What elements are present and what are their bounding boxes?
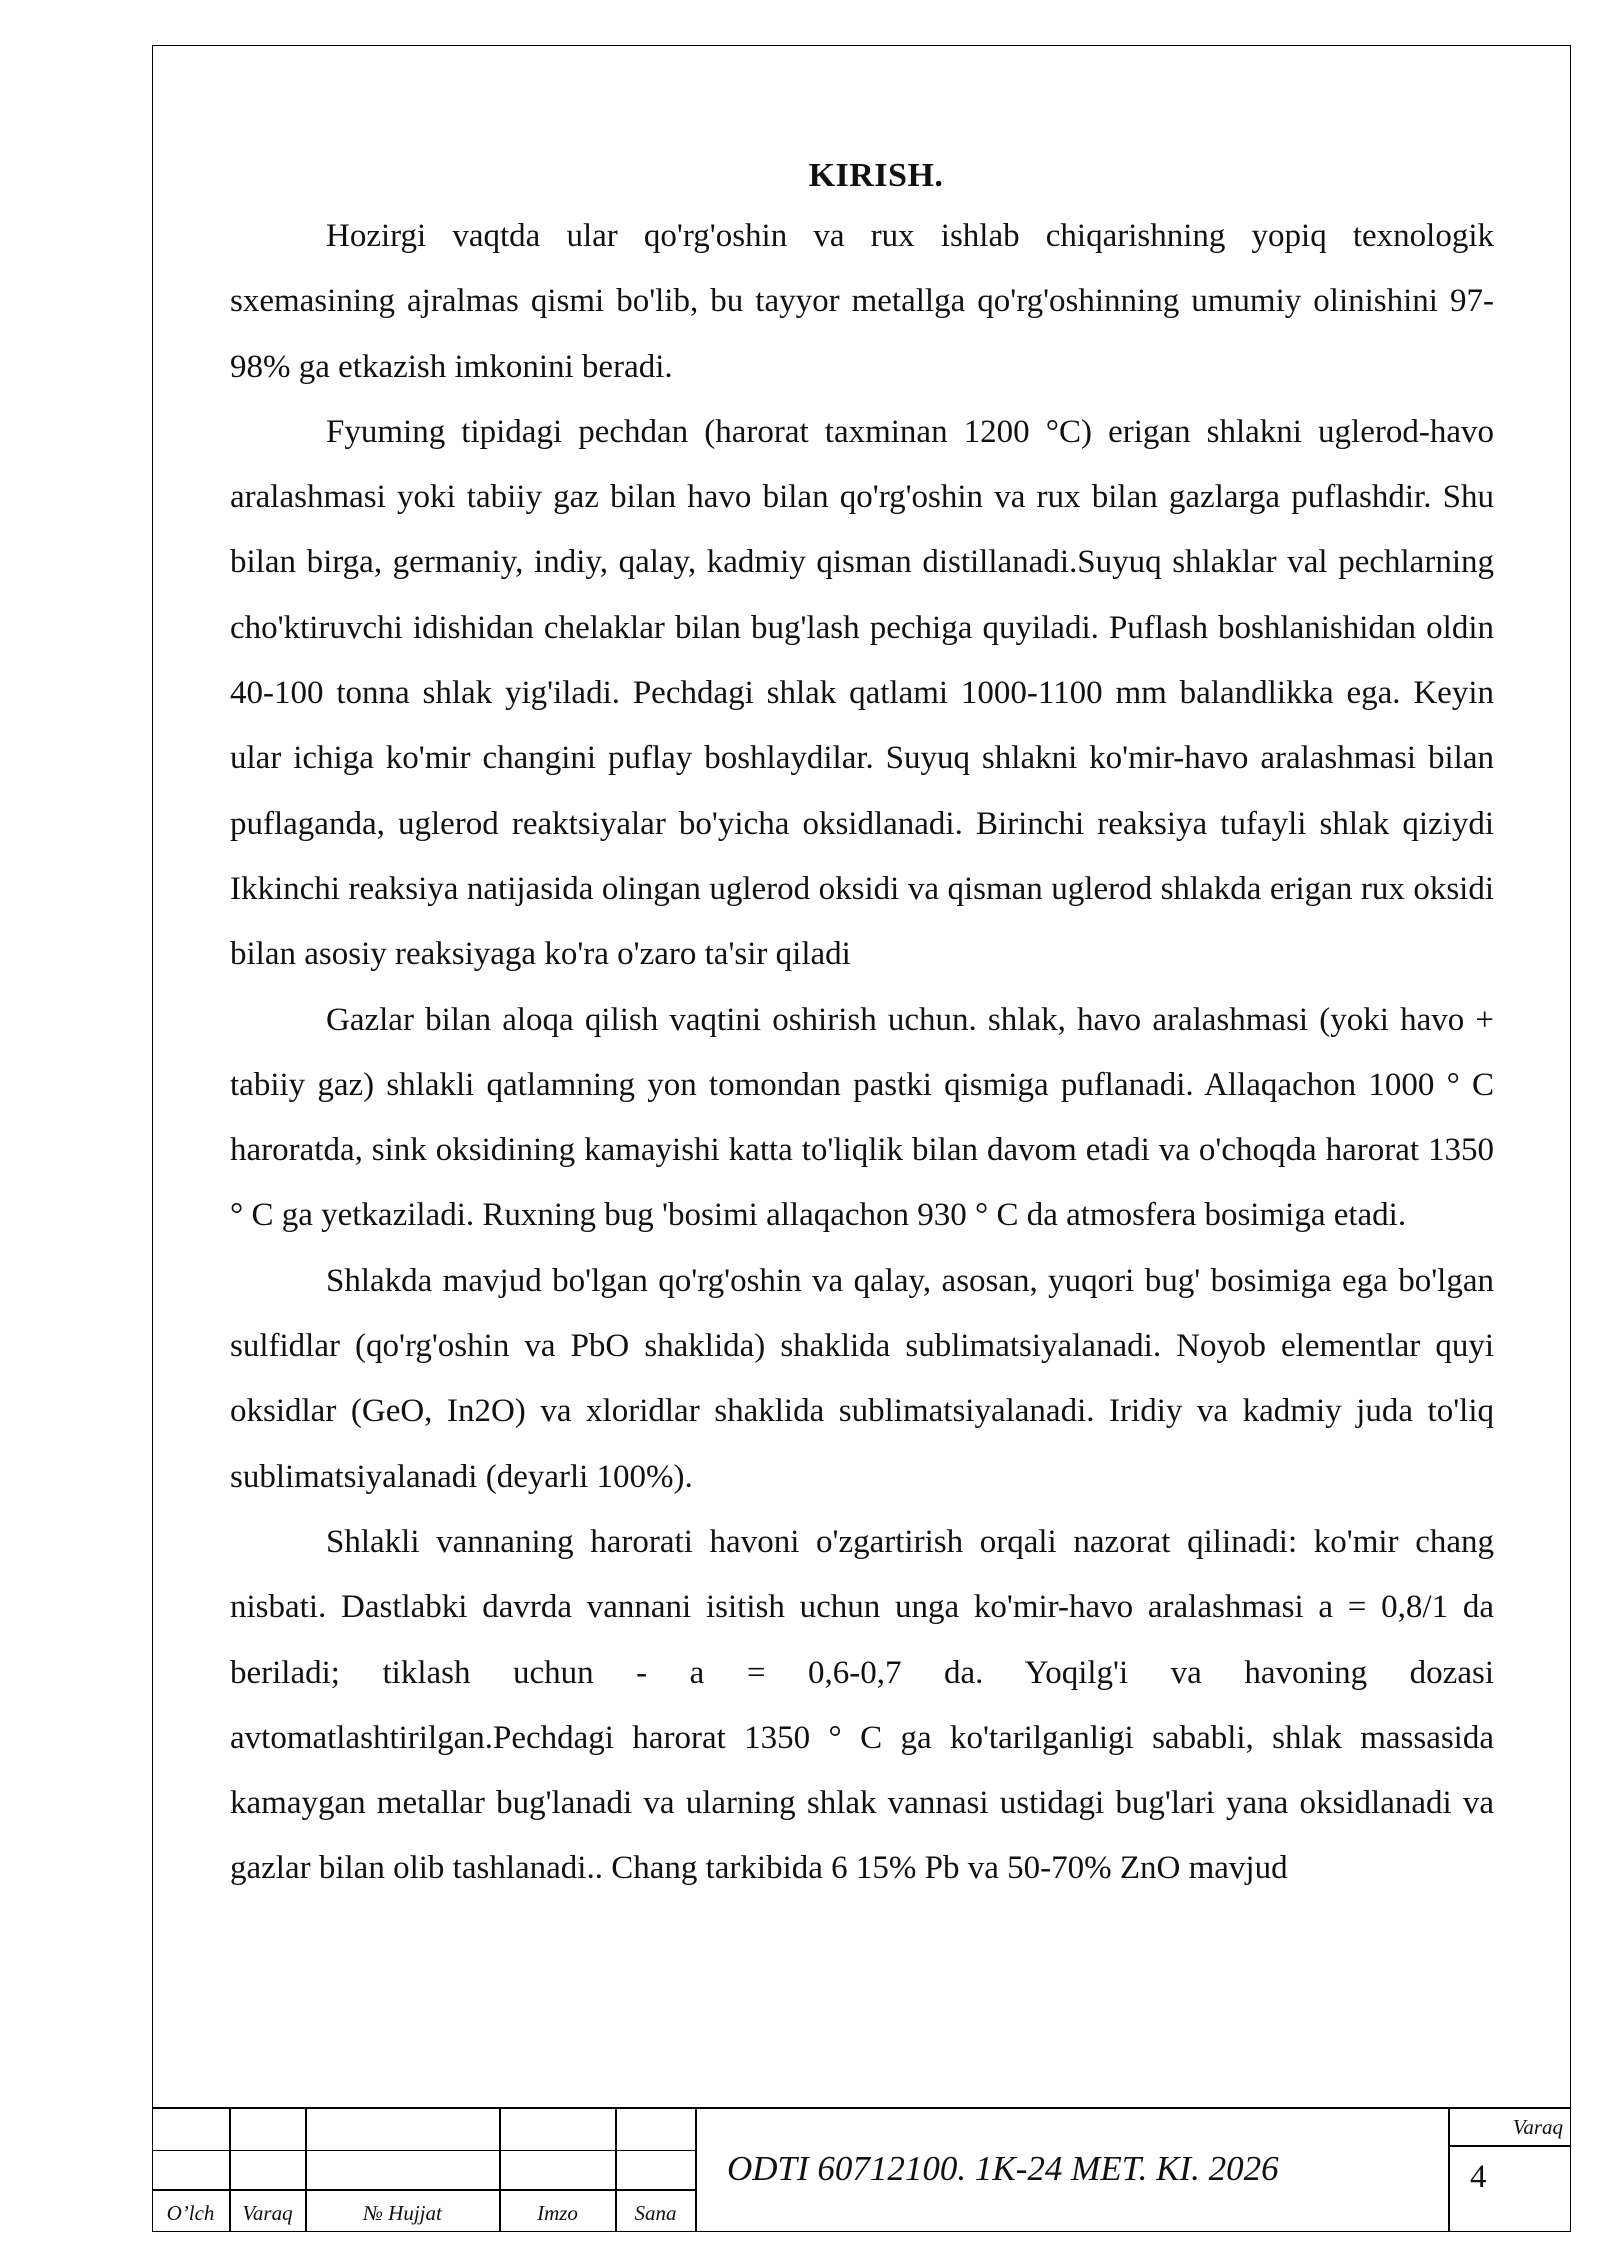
stamp-grid-line [152, 2150, 695, 2151]
stamp-grid-line [1448, 2145, 1571, 2147]
stamp-grid-line [695, 2107, 697, 2232]
stamp-label-hujjat: № Hujjat [363, 2201, 442, 2225]
paragraph-2: Fyuming tipidagi pechdan (harorat taxminan 1200 °C) erigan shlakni uglerod-havo aralashmasi yoki tabiiy gaz bilan havo bilan qo'rg'oshin va rux bilan gazlarga puflashdir. Shu bilan birga, germaniy, indiy, qalay, kadmiy qisman distillanadi.Suyuq shlaklar val pechlarning cho'ktiruvchi idishidan chelaklar bilan bug'lash pechiga quyiladi. Puflash boshlanishidan oldin 40-100 tonna shlak yig'iladi. Pechdagi shlak qatlami 1000-1100 mm balandlikka ega. Keyin ular ichiga ko'mir changini puflay boshlaydilar. Suyuq shlakni ko'mir-havo aralashmasi bilan puflaganda, uglerod reaktsiyalar bo'yicha oksidlanadi. Birinchi reaksiya tufayli shlak qiziydi Ikkinchi reaksiya natijasida olingan uglerod oksidi va qisman uglerod shlakda erigan rux oksidi bilan asosiy reaksiyaga ko'ra o'zaro ta'sir qiladi [230, 413, 1494, 973]
page-number: 4 [1470, 2159, 1487, 2195]
document-body [230, 152, 1494, 1902]
title-block [152, 2107, 1571, 2232]
stamp-label-imzo: Imzo [537, 2201, 578, 2225]
stamp-top-line [152, 2107, 1571, 2109]
stamp-label-olch: O’lch [166, 2201, 215, 2225]
paragraph-3: Gazlar bilan aloqa qilish vaqtini oshirish uchun. shlak, havo aralashmasi (yoki havo + tabiiy gaz) shlakli qatlamning yon tomondan pastki qismiga puflanadi. Allaqachon 1000 ° C haroratda, sink oksidining kamayishi katta to'liqlik bilan davom etadi va o'choqda harorat 1350 ° C ga yetkaziladi. Ruxning bug 'bosimi allaqachon 930 ° C da atmosfera bosimiga etadi. [230, 1001, 1494, 1234]
stamp-grid-line [152, 2189, 695, 2191]
paragraph-1: Hozirgi vaqtda ular qo'rg'oshin va rux ishlab chiqarishning yopiq texnologik sxemasining ajralmas qismi bo'lib, bu tayyor metallga qo'rg'oshinning umumiy olinishini 97-98% ga etkazish imkonini beradi. [230, 218, 1494, 385]
paragraph-5: Shlakli vannaning harorati havoni o'zgartirish orqali nazorat qilinadi: ko'mir chang nisbati. Dastlabki davrda vannani isitish uchun unga ko'mir-havo aralashmasi a = 0,8/1 da beriladi; tiklash uchun - a = 0,6-0,7 da. Yoqilg'i va havoning dozasi avtomatlashtirilgan.Pechdagi harorat 1350 ° C ga ko'tarilganligi sababli, shlak massasida kamaygan metallar bug'lanadi va ularning shlak vannasi ustidagi bug'lari yana oksidlanadi va gazlar bilan olib tashlanadi.. Chang tarkibida 6 15% Pb va 50-70% ZnO mavjud [230, 1523, 1494, 1887]
document-title: KIRISH. [808, 157, 944, 194]
stamp-label-varaq: Varaq [242, 2201, 293, 2225]
stamp-label-sana: Sana [634, 2201, 677, 2225]
paragraph-4: Shlakda mavjud bo'lgan qo'rg'oshin va qalay, asosan, yuqori bug' bosimiga ega bo'lgan sulfidlar (qo'rg'oshin va PbO shaklida) shaklida sublimatsiyalanadi. Noyob elementlar quyi oksidlar (GeO, In2O) va xloridlar shaklida sublimatsiyalanadi. Iridiy va kadmiy juda to'liq sublimatsiyalanadi (deyarli 100%). [230, 1262, 1494, 1495]
sheet-label: Varaq [1512, 2115, 1563, 2139]
document-code: ODTI 60712100. 1K-24 MET. KI. 2026 [727, 2149, 1279, 2188]
